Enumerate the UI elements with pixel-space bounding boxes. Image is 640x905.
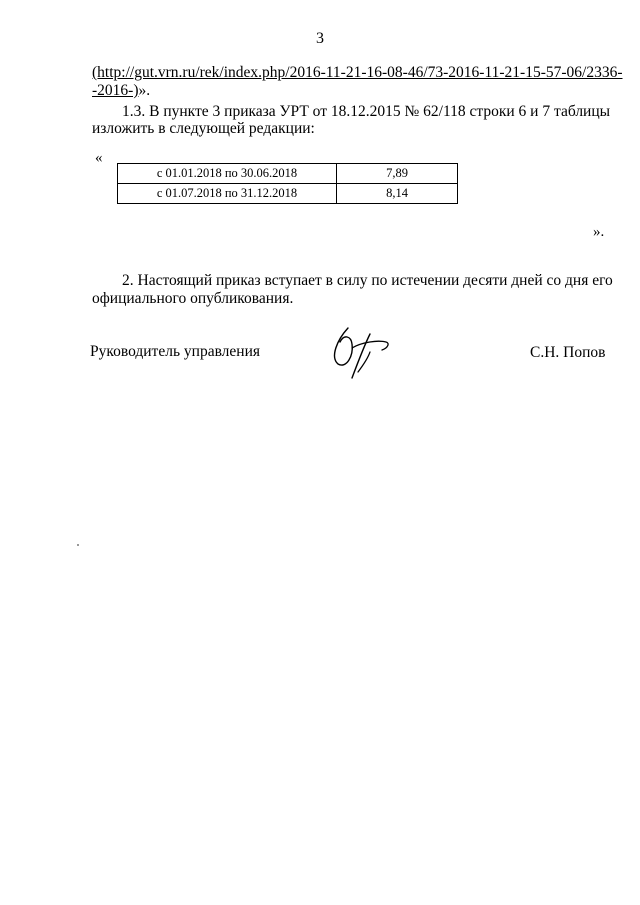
clause-1-3-line-2: изложить в следующей редакции: — [92, 120, 315, 137]
link-url-part2[interactable]: -2016-) — [92, 82, 139, 99]
clause-2-line-2: официального опубликования. — [92, 290, 294, 307]
clause-2-line-1: 2. Настоящий приказ вступает в силу по истечении десяти дней со дня его — [122, 272, 613, 289]
signature-image — [322, 312, 402, 392]
value-cell: 7,89 — [337, 164, 458, 184]
quote-close: ». — [593, 224, 605, 240]
link-line-tail: ». — [138, 82, 151, 99]
table-row — [118, 184, 458, 204]
period-cell: с 01.07.2018 по 31.12.2018 — [118, 184, 337, 204]
value-cell: 8,14 — [337, 184, 458, 204]
scan-speck — [77, 544, 79, 546]
link-url-part1[interactable]: (http://gut.vrn.ru/rek/index.php/2016-11-21-16-08-46/73-2016-11-21-15-57-06/2336- — [92, 64, 623, 81]
quote-open: « — [95, 150, 103, 166]
signature-name: С.Н. Попов — [530, 344, 606, 361]
period-cell: с 01.01.2018 по 30.06.2018 — [118, 164, 337, 184]
link-line-1 — [92, 64, 623, 82]
signature-role: Руководитель управления — [90, 343, 261, 360]
page-number: 3 — [316, 30, 324, 47]
link-line-2 — [92, 82, 150, 100]
table-row — [118, 164, 458, 184]
clause-1-3-line-1: 1.3. В пункте 3 приказа УРТ от 18.12.2015 № 62/118 строки 6 и 7 таблицы — [122, 103, 611, 120]
values-table — [117, 163, 458, 204]
